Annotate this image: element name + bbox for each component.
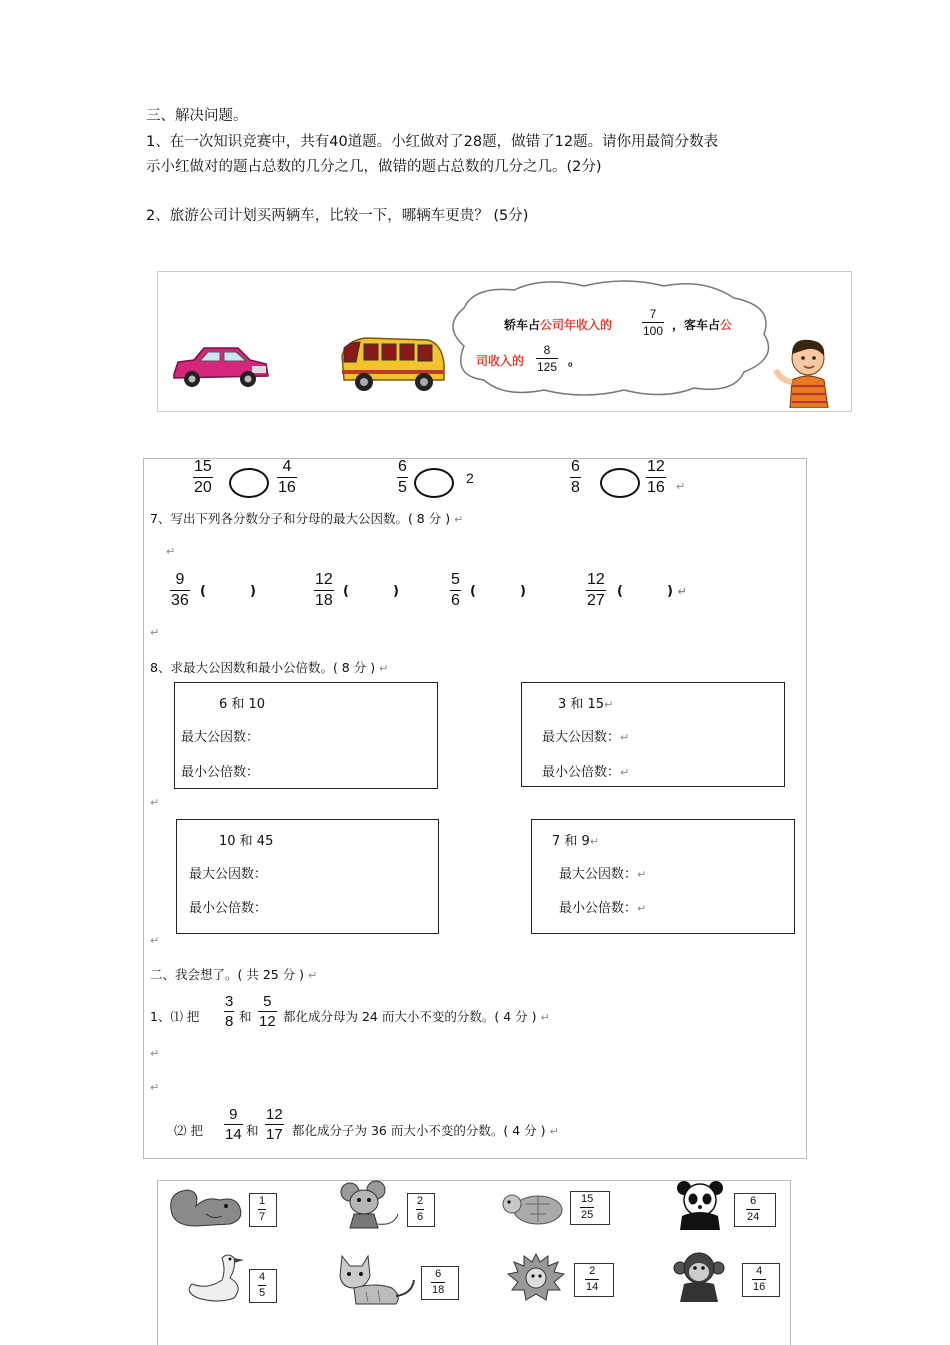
fraction-denominator: 16 xyxy=(753,1281,766,1293)
q1b-fraction-2 xyxy=(265,1107,284,1142)
panda-icon xyxy=(670,1180,732,1230)
fraction-denominator: 5 xyxy=(398,479,407,496)
fraction-numerator: 3 xyxy=(225,993,234,1010)
fraction-numerator: 12 xyxy=(266,1106,283,1123)
paren-open: ( xyxy=(200,584,206,599)
compare-blank[interactable] xyxy=(414,468,454,498)
tag-fraction xyxy=(416,1196,424,1223)
fraction-numerator: 15 xyxy=(581,1193,594,1205)
q7-answer-parens[interactable] xyxy=(470,584,526,599)
fraction-numerator: 6 xyxy=(571,458,580,475)
q1-line2: 示小红做对的题占总数的几分之几，做错的题占总数的几分之几。(2分) xyxy=(146,159,602,175)
goose-icon xyxy=(178,1250,248,1306)
return-mark: ↵ xyxy=(150,934,160,947)
fraction-denominator: 17 xyxy=(266,1126,283,1143)
tag-fraction xyxy=(585,1266,599,1293)
q7-answer-parens[interactable] xyxy=(343,584,399,599)
q7-fraction xyxy=(586,572,606,609)
return-mark: ↵ xyxy=(308,969,318,982)
q1b-suffix: 都化成分子为 36 而大小不变的分数。( 4 分 ) xyxy=(292,1123,546,1138)
fraction-bar xyxy=(586,590,606,591)
fraction-numerator: 12 xyxy=(587,571,605,588)
animal-fraction-tag xyxy=(570,1191,610,1225)
q1a-fraction-1 xyxy=(224,994,234,1029)
paren-close: ) xyxy=(249,584,256,599)
bubble-part1: 轿车占 xyxy=(504,318,541,332)
q7-fraction xyxy=(450,572,461,609)
q1a-prefix: 1、⑴ 把 xyxy=(150,1009,200,1024)
return-mark: ↵ xyxy=(677,585,687,598)
bubble-line1b xyxy=(672,316,732,333)
fraction-denominator: 14 xyxy=(586,1281,599,1293)
lcm-line xyxy=(542,761,629,780)
fraction-numerator: 9 xyxy=(229,1106,238,1123)
animal-fraction-tag xyxy=(734,1193,776,1227)
fraction-numerator: 2 xyxy=(589,1265,596,1277)
paren-close: ) xyxy=(392,584,399,599)
fraction-bar xyxy=(570,477,581,478)
fraction-numerator: 6 xyxy=(435,1268,442,1280)
animal-fraction-tag xyxy=(249,1193,277,1227)
q2-text: 2、旅游公司计划买两辆车，比较一下，哪辆车更贵？ (5分) xyxy=(146,208,529,224)
return-mark: ↵ xyxy=(604,698,614,711)
compare-right-whole: 2 xyxy=(466,470,474,486)
section3-heading: 三、解决问题。 xyxy=(146,108,248,124)
q1b-fraction-1 xyxy=(224,1107,243,1142)
section2-heading-text: 二、我会想了。( 共 25 分 ) xyxy=(150,967,305,982)
gcd-label: 最大公因数： xyxy=(189,867,268,882)
return-mark: ↵ xyxy=(150,1047,160,1060)
fraction-bar xyxy=(193,477,213,478)
tag-fraction xyxy=(258,1272,266,1299)
fraction-denominator: 16 xyxy=(647,479,665,496)
fraction-denominator: 20 xyxy=(194,479,212,496)
q1a-suffix: 都化成分母为 24 而大小不变的分数。( 4 分 ) xyxy=(283,1009,537,1024)
bubble-part6: 。 xyxy=(568,354,581,368)
q7-title xyxy=(150,509,463,527)
fraction-bar xyxy=(265,1124,284,1125)
compare-left-fraction xyxy=(193,459,213,496)
tag-fraction xyxy=(746,1196,760,1223)
fraction-denominator: 8 xyxy=(225,1013,234,1030)
q8-box-7-9 xyxy=(531,819,795,934)
compare-left-fraction xyxy=(397,459,408,496)
q7-title-text: 7、写出下列各分数分子和分母的最大公因数。( 8 分 ) xyxy=(150,511,451,526)
bubble-frac1-num: 7 xyxy=(649,307,657,321)
paren-close: ) xyxy=(666,584,673,599)
fraction-bar xyxy=(646,477,666,478)
lcm-label: 最小公倍数： xyxy=(559,901,638,916)
q1b-and: 和 xyxy=(246,1123,259,1138)
fraction-denominator: 27 xyxy=(587,592,605,609)
fraction-numerator: 12 xyxy=(315,571,333,588)
worksheet-frame xyxy=(143,458,807,1159)
q7-answer-parens[interactable] xyxy=(617,584,687,599)
number-pair-line xyxy=(558,693,613,712)
return-mark: ↵ xyxy=(620,731,630,744)
fraction-bar xyxy=(746,1209,760,1210)
fraction-bar xyxy=(752,1279,766,1280)
return-mark: ↵ xyxy=(150,1081,160,1094)
animal-fraction-tag xyxy=(742,1263,780,1297)
return-mark: ↵ xyxy=(379,662,389,675)
q8-box-10-45 xyxy=(176,819,439,934)
fraction-denominator: 36 xyxy=(171,592,189,609)
return-mark: ↵ xyxy=(637,902,647,915)
fraction-numerator: 4 xyxy=(756,1265,763,1277)
tag-fraction xyxy=(580,1194,594,1221)
cat-icon xyxy=(336,1252,418,1306)
gcd-label: 最大公因数： xyxy=(181,730,260,745)
fraction-denominator: 5 xyxy=(259,1287,266,1299)
q1a-suffix-line xyxy=(283,1007,550,1025)
number-pair: 10 和 45 xyxy=(219,834,274,849)
return-mark: ↵ xyxy=(589,835,600,848)
q8-title-text: 8、求最大公因数和最小公倍数。( 8 分 ) xyxy=(150,660,376,675)
gcd-label: 最大公因数： xyxy=(559,867,638,882)
q1b-suffix-line xyxy=(292,1121,559,1139)
q8-title xyxy=(150,658,388,676)
fraction-bar xyxy=(170,590,190,591)
fraction-bar xyxy=(258,1209,266,1210)
fraction-bar xyxy=(224,1011,234,1012)
fraction-bar xyxy=(642,322,664,323)
fraction-denominator: 8 xyxy=(571,479,580,496)
bus-icon xyxy=(336,334,448,394)
q7-answer-parens[interactable] xyxy=(200,584,256,599)
fraction-denominator: 6 xyxy=(417,1211,424,1223)
car-icon xyxy=(168,344,272,388)
fraction-bar xyxy=(450,590,461,591)
lcm-label: 最小公倍数： xyxy=(181,765,260,780)
fraction-numerator: 2 xyxy=(417,1195,424,1207)
fraction-bar xyxy=(536,358,558,359)
q7-fraction xyxy=(314,572,334,609)
animal-fraction-tag xyxy=(407,1193,435,1227)
number-pair: 3 和 15 xyxy=(558,697,605,712)
fraction-numerator: 4 xyxy=(259,1271,266,1283)
return-mark: ↵ xyxy=(540,1011,550,1024)
return-mark: ↵ xyxy=(150,626,160,639)
section2-heading xyxy=(150,965,317,983)
return-mark: ↵ xyxy=(549,1125,559,1138)
compare-blank[interactable] xyxy=(229,468,269,498)
return-mark: ↵ xyxy=(637,868,647,881)
bubble-frac2-num: 8 xyxy=(543,343,551,357)
fraction-bar xyxy=(431,1282,445,1283)
fraction-denominator: 25 xyxy=(581,1209,594,1221)
return-mark: ↵ xyxy=(166,545,176,558)
fraction-denominator: 14 xyxy=(225,1126,242,1143)
q7-fraction xyxy=(170,572,190,609)
monkey-icon xyxy=(672,1250,734,1302)
lcm-label: 最小公倍数： xyxy=(542,765,621,780)
fraction-denominator: 16 xyxy=(278,479,296,496)
fraction-numerator: 9 xyxy=(175,571,185,588)
animal-fraction-tag xyxy=(249,1269,277,1303)
fraction-denominator: 6 xyxy=(451,592,460,609)
return-mark: ↵ xyxy=(620,766,630,779)
bubble-frac2-den: 125 xyxy=(537,360,558,374)
fraction-bar xyxy=(258,1011,277,1012)
fraction-denominator: 12 xyxy=(259,1013,276,1030)
q8-box-6-10 xyxy=(174,682,438,789)
paren-close: ) xyxy=(519,584,526,599)
fraction-numerator: 4 xyxy=(282,458,292,475)
compare-right-fraction xyxy=(646,459,666,496)
return-mark: ↵ xyxy=(454,513,464,526)
bubble-frac2 xyxy=(536,344,558,373)
fraction-numerator: 12 xyxy=(647,458,665,475)
tag-fraction xyxy=(258,1196,266,1223)
squirrel-icon xyxy=(166,1184,246,1228)
q1-line1: 1、在一次知识竞赛中，共有40道题。小红做对了28题，做错了12题。请你用最简分数表 xyxy=(146,134,719,150)
fraction-denominator: 24 xyxy=(747,1211,760,1223)
return-mark: ↵ xyxy=(676,480,686,493)
hedgehog-icon xyxy=(506,1252,566,1302)
bubble-line1 xyxy=(504,316,612,333)
fraction-denominator: 7 xyxy=(259,1211,266,1223)
bubble-frac1-den: 100 xyxy=(643,324,664,338)
fraction-numerator: 5 xyxy=(451,571,460,588)
fraction-bar xyxy=(397,477,408,478)
animal-fraction-tag xyxy=(574,1263,614,1297)
bubble-part3: ，客车占 xyxy=(672,318,721,332)
number-pair: 6 和 10 xyxy=(219,697,266,712)
tag-fraction xyxy=(431,1269,445,1296)
bubble-frac1 xyxy=(642,308,664,337)
fraction-numerator: 6 xyxy=(750,1195,757,1207)
tag-fraction xyxy=(752,1266,766,1293)
bubble-part2: 公司年收入的 xyxy=(540,318,613,332)
compare-left-fraction xyxy=(570,459,581,496)
gcd-line xyxy=(559,863,646,882)
q1a-fraction-2 xyxy=(258,994,277,1029)
speech-cloud xyxy=(434,276,784,400)
boy-icon xyxy=(770,334,840,408)
fraction-numerator: 5 xyxy=(263,993,272,1010)
mouse-icon xyxy=(336,1180,402,1230)
bubble-part4: 公 xyxy=(720,318,733,332)
fraction-bar xyxy=(224,1124,243,1125)
fraction-bar xyxy=(314,590,334,591)
lcm-line xyxy=(559,897,646,916)
return-mark: ↵ xyxy=(150,796,160,809)
lcm-label: 最小公倍数： xyxy=(189,901,268,916)
fraction-denominator: 18 xyxy=(432,1284,445,1296)
fraction-denominator: 18 xyxy=(315,592,333,609)
number-pair: 7 和 9 xyxy=(552,834,590,849)
fraction-bar xyxy=(580,1207,594,1208)
compare-blank[interactable] xyxy=(600,468,640,498)
compare-right-fraction xyxy=(277,459,297,496)
fraction-numerator: 1 xyxy=(259,1195,266,1207)
bubble-part5: 司收入的 xyxy=(476,354,525,368)
paren-open: ( xyxy=(343,584,349,599)
q8-box-3-15 xyxy=(521,682,785,787)
fraction-bar xyxy=(277,477,297,478)
q1a-and: 和 xyxy=(239,1009,252,1024)
turtle-icon xyxy=(500,1186,568,1226)
paren-open: ( xyxy=(470,584,476,599)
fraction-bar xyxy=(416,1209,424,1210)
fraction-numerator: 15 xyxy=(194,458,212,475)
gcd-line xyxy=(542,726,629,745)
gcd-label: 最大公因数： xyxy=(542,730,621,745)
fraction-bar xyxy=(258,1285,266,1286)
animal-fraction-tag xyxy=(421,1266,459,1300)
paren-open: ( xyxy=(617,584,623,599)
vehicle-illustration-frame xyxy=(157,271,852,412)
fraction-bar xyxy=(585,1279,599,1280)
q1b-prefix: ⑵ 把 xyxy=(174,1123,203,1138)
number-pair-line xyxy=(552,830,599,849)
fraction-numerator: 6 xyxy=(398,458,407,475)
